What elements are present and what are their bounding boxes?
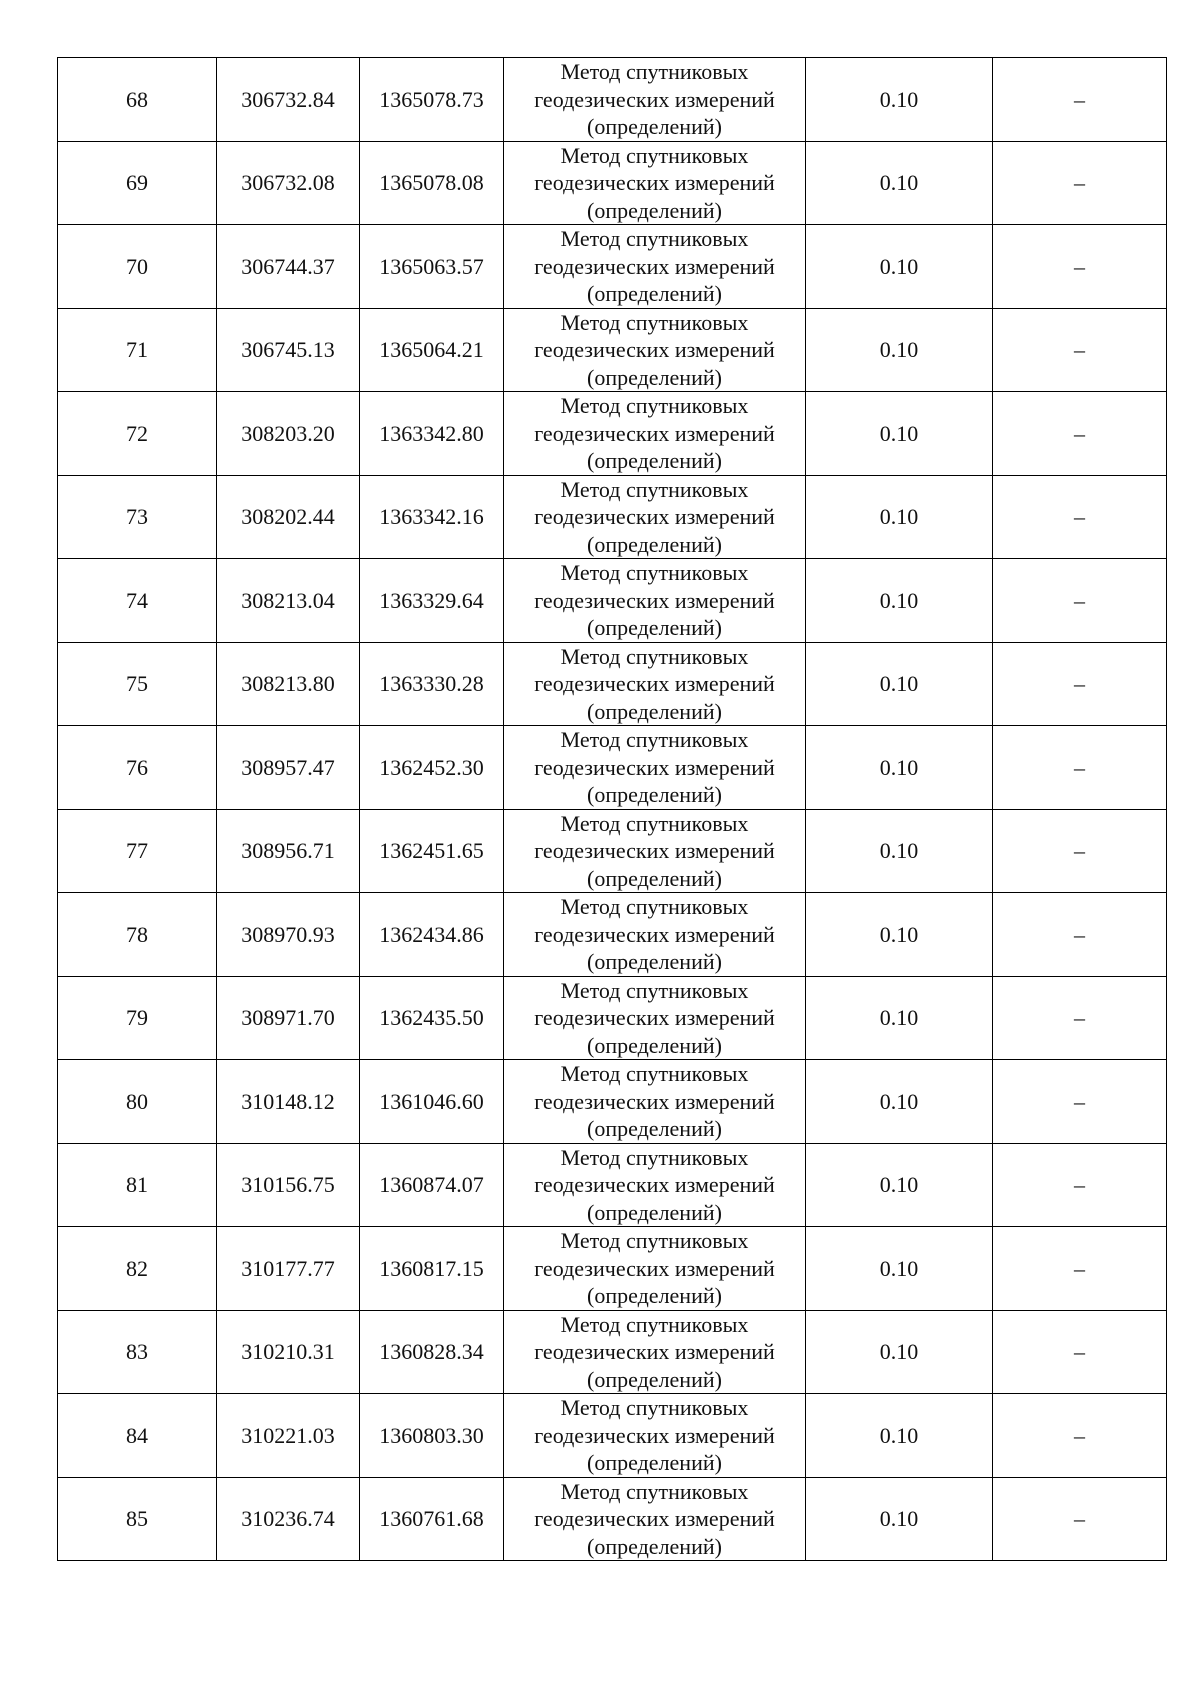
table-row (58, 1227, 1167, 1311)
y-coordinate-cell: 1362451.65 (360, 809, 504, 893)
y-coordinate-cell: 1365078.73 (360, 58, 504, 142)
note-cell: – (993, 475, 1167, 559)
point-number-cell: 79 (58, 976, 217, 1060)
y-coordinate-cell: 1363342.16 (360, 475, 504, 559)
note-cell: – (993, 392, 1167, 476)
accuracy-cell: 0.10 (806, 141, 993, 225)
method-cell: Метод спутниковых геодезических измерений (определений) (504, 1143, 806, 1227)
x-coordinate-cell: 310148.12 (217, 1060, 360, 1144)
method-cell: Метод спутниковых геодезических измерений (определений) (504, 1394, 806, 1478)
y-coordinate-cell: 1360761.68 (360, 1477, 504, 1561)
accuracy-cell: 0.10 (806, 1394, 993, 1478)
y-coordinate-cell: 1360874.07 (360, 1143, 504, 1227)
accuracy-cell: 0.10 (806, 1227, 993, 1311)
method-cell: Метод спутниковых геодезических измерений (определений) (504, 1060, 806, 1144)
note-cell: – (993, 225, 1167, 309)
method-cell: Метод спутниковых геодезических измерений (определений) (504, 475, 806, 559)
method-cell: Метод спутниковых геодезических измерений (определений) (504, 1227, 806, 1311)
point-number-cell: 84 (58, 1394, 217, 1478)
accuracy-cell: 0.10 (806, 225, 993, 309)
accuracy-cell: 0.10 (806, 809, 993, 893)
x-coordinate-cell: 310177.77 (217, 1227, 360, 1311)
table-row (58, 141, 1167, 225)
note-cell: – (993, 1310, 1167, 1394)
coordinates-table (57, 57, 1167, 1561)
point-number-cell: 85 (58, 1477, 217, 1561)
x-coordinate-cell: 308971.70 (217, 976, 360, 1060)
note-cell: – (993, 559, 1167, 643)
accuracy-cell: 0.10 (806, 58, 993, 142)
table-row (58, 642, 1167, 726)
table-row (58, 559, 1167, 643)
table-row (58, 308, 1167, 392)
x-coordinate-cell: 306732.84 (217, 58, 360, 142)
note-cell: – (993, 308, 1167, 392)
accuracy-cell: 0.10 (806, 475, 993, 559)
table-row (58, 1310, 1167, 1394)
table-row (58, 1143, 1167, 1227)
x-coordinate-cell: 310210.31 (217, 1310, 360, 1394)
note-cell: – (993, 1143, 1167, 1227)
note-cell: – (993, 976, 1167, 1060)
point-number-cell: 70 (58, 225, 217, 309)
table-row (58, 893, 1167, 977)
point-number-cell: 76 (58, 726, 217, 810)
point-number-cell: 81 (58, 1143, 217, 1227)
point-number-cell: 75 (58, 642, 217, 726)
method-cell: Метод спутниковых геодезических измерений (определений) (504, 726, 806, 810)
y-coordinate-cell: 1360803.30 (360, 1394, 504, 1478)
method-cell: Метод спутниковых геодезических измерений (определений) (504, 809, 806, 893)
accuracy-cell: 0.10 (806, 1060, 993, 1144)
x-coordinate-cell: 310236.74 (217, 1477, 360, 1561)
table-row (58, 726, 1167, 810)
accuracy-cell: 0.10 (806, 559, 993, 643)
x-coordinate-cell: 308202.44 (217, 475, 360, 559)
y-coordinate-cell: 1365078.08 (360, 141, 504, 225)
note-cell: – (993, 809, 1167, 893)
method-cell: Метод спутниковых геодезических измерений (определений) (504, 308, 806, 392)
table-row (58, 475, 1167, 559)
point-number-cell: 74 (58, 559, 217, 643)
note-cell: – (993, 642, 1167, 726)
accuracy-cell: 0.10 (806, 392, 993, 476)
table-row (58, 58, 1167, 142)
x-coordinate-cell: 306732.08 (217, 141, 360, 225)
y-coordinate-cell: 1365063.57 (360, 225, 504, 309)
point-number-cell: 73 (58, 475, 217, 559)
accuracy-cell: 0.10 (806, 726, 993, 810)
point-number-cell: 69 (58, 141, 217, 225)
note-cell: – (993, 1477, 1167, 1561)
method-cell: Метод спутниковых геодезических измерений (определений) (504, 58, 806, 142)
y-coordinate-cell: 1362434.86 (360, 893, 504, 977)
point-number-cell: 68 (58, 58, 217, 142)
accuracy-cell: 0.10 (806, 308, 993, 392)
x-coordinate-cell: 308970.93 (217, 893, 360, 977)
x-coordinate-cell: 310156.75 (217, 1143, 360, 1227)
coordinates-table-body (58, 58, 1167, 1561)
accuracy-cell: 0.10 (806, 1477, 993, 1561)
note-cell: – (993, 1227, 1167, 1311)
table-row (58, 392, 1167, 476)
table-row (58, 976, 1167, 1060)
point-number-cell: 83 (58, 1310, 217, 1394)
note-cell: – (993, 141, 1167, 225)
x-coordinate-cell: 306744.37 (217, 225, 360, 309)
x-coordinate-cell: 308213.04 (217, 559, 360, 643)
method-cell: Метод спутниковых геодезических измерений (определений) (504, 976, 806, 1060)
method-cell: Метод спутниковых геодезических измерений (определений) (504, 141, 806, 225)
method-cell: Метод спутниковых геодезических измерений (определений) (504, 642, 806, 726)
x-coordinate-cell: 310221.03 (217, 1394, 360, 1478)
accuracy-cell: 0.10 (806, 976, 993, 1060)
y-coordinate-cell: 1365064.21 (360, 308, 504, 392)
y-coordinate-cell: 1361046.60 (360, 1060, 504, 1144)
method-cell: Метод спутниковых геодезических измерений (определений) (504, 1477, 806, 1561)
method-cell: Метод спутниковых геодезических измерений (определений) (504, 392, 806, 476)
y-coordinate-cell: 1363329.64 (360, 559, 504, 643)
table-row (58, 225, 1167, 309)
point-number-cell: 71 (58, 308, 217, 392)
accuracy-cell: 0.10 (806, 893, 993, 977)
x-coordinate-cell: 308213.80 (217, 642, 360, 726)
note-cell: – (993, 1060, 1167, 1144)
table-row (58, 809, 1167, 893)
point-number-cell: 82 (58, 1227, 217, 1311)
x-coordinate-cell: 308956.71 (217, 809, 360, 893)
method-cell: Метод спутниковых геодезических измерений (определений) (504, 559, 806, 643)
x-coordinate-cell: 308957.47 (217, 726, 360, 810)
method-cell: Метод спутниковых геодезических измерений (определений) (504, 1310, 806, 1394)
method-cell: Метод спутниковых геодезических измерений (определений) (504, 225, 806, 309)
note-cell: – (993, 893, 1167, 977)
y-coordinate-cell: 1362435.50 (360, 976, 504, 1060)
accuracy-cell: 0.10 (806, 642, 993, 726)
note-cell: – (993, 1394, 1167, 1478)
accuracy-cell: 0.10 (806, 1310, 993, 1394)
note-cell: – (993, 58, 1167, 142)
y-coordinate-cell: 1363330.28 (360, 642, 504, 726)
y-coordinate-cell: 1363342.80 (360, 392, 504, 476)
table-row (58, 1394, 1167, 1478)
point-number-cell: 78 (58, 893, 217, 977)
x-coordinate-cell: 308203.20 (217, 392, 360, 476)
point-number-cell: 77 (58, 809, 217, 893)
y-coordinate-cell: 1360828.34 (360, 1310, 504, 1394)
method-cell: Метод спутниковых геодезических измерений (определений) (504, 893, 806, 977)
accuracy-cell: 0.10 (806, 1143, 993, 1227)
point-number-cell: 72 (58, 392, 217, 476)
y-coordinate-cell: 1362452.30 (360, 726, 504, 810)
x-coordinate-cell: 306745.13 (217, 308, 360, 392)
table-row (58, 1477, 1167, 1561)
note-cell: – (993, 726, 1167, 810)
point-number-cell: 80 (58, 1060, 217, 1144)
table-row (58, 1060, 1167, 1144)
y-coordinate-cell: 1360817.15 (360, 1227, 504, 1311)
